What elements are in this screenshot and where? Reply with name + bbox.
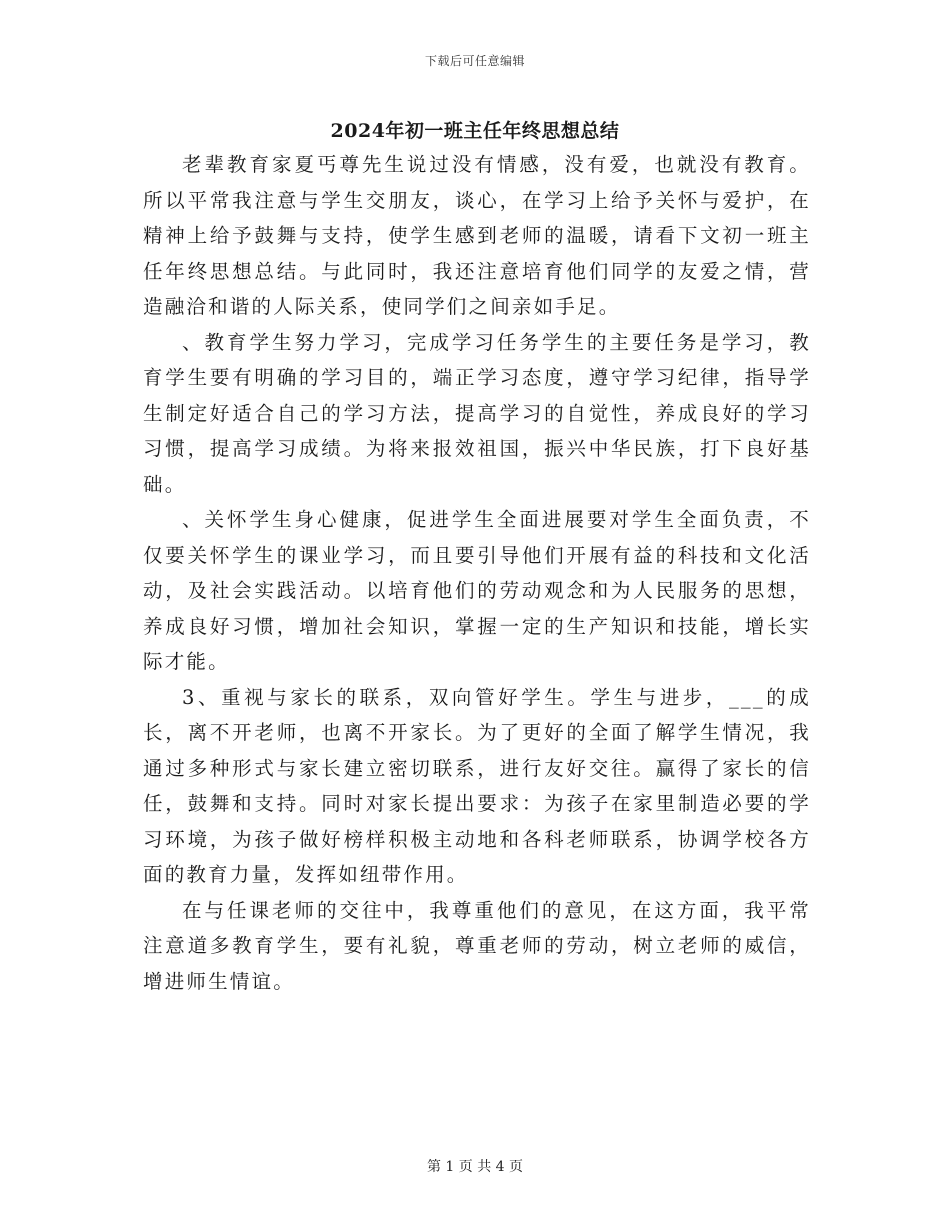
paragraph-intro: 老辈教育家夏丐尊先生说过没有情感，没有爱，也就没有教育。所以平常我注意与学生交朋友，谈心，在学习上给予关怀与爱护，在精神上给予鼓舞与支持，使学生感到老师的温暖，请看下文初一班主任年终思想总结。与此同时，我还注意培育他们同学的友爱之情，营造融洽和谐的人际关系，使同学们之间亲如手足。 bbox=[143, 153, 811, 318]
paragraph-parents: 3、重视与家长的联系，双向管好学生。学生与进步，___的成长，离不开老师，也离不开家长。为了更好的全面了解学生情况，我通过多种形式与家长建立密切联系，进行友好交往。赢得了家长的信任，鼓舞和支持。同时对家长提出要求：为孩子在家里制造必要的学习环境，为孩子做好榜样积极主动地和各科老师联系，协调学校各方面的教育力量，发挥如纽带作用。 bbox=[143, 685, 811, 886]
page-number: 第 1 页 共 4 页 bbox=[426, 1159, 524, 1175]
paragraph-teachers: 在与任课老师的交往中，我尊重他们的意见，在这方面，我平常注意道多教育学生，要有礼貌，尊重老师的劳动，树立老师的威信，增进师生情谊。 bbox=[143, 898, 811, 993]
header-note: 下载后可任意编辑 bbox=[424, 54, 525, 68]
document-title: 2024年初一班主任年终思想总结 bbox=[330, 120, 620, 142]
paragraph-health: 、关怀学生身心健康，促进学生全面进展要对学生全面负责，不仅要关怀学生的课业学习，而且要引导他们开展有益的科技和文化活动，及社会实践活动。以培育他们的劳动观念和为人民服务的思想，养成良好习惯，增加社会知识，掌握一定的生产知识和技能，增长实际才能。 bbox=[143, 508, 811, 673]
document-body bbox=[143, 147, 811, 999]
paragraph-study: 、教育学生努力学习，完成学习任务学生的主要任务是学习，教育学生要有明确的学习目的，端正学习态度，遵守学习纪律，指导学生制定好适合自己的学习方法，提高学习的自觉性，养成良好的学习习惯，提高学习成绩。为将来报效祖国，振兴中华民族，打下良好基础。 bbox=[143, 330, 811, 496]
